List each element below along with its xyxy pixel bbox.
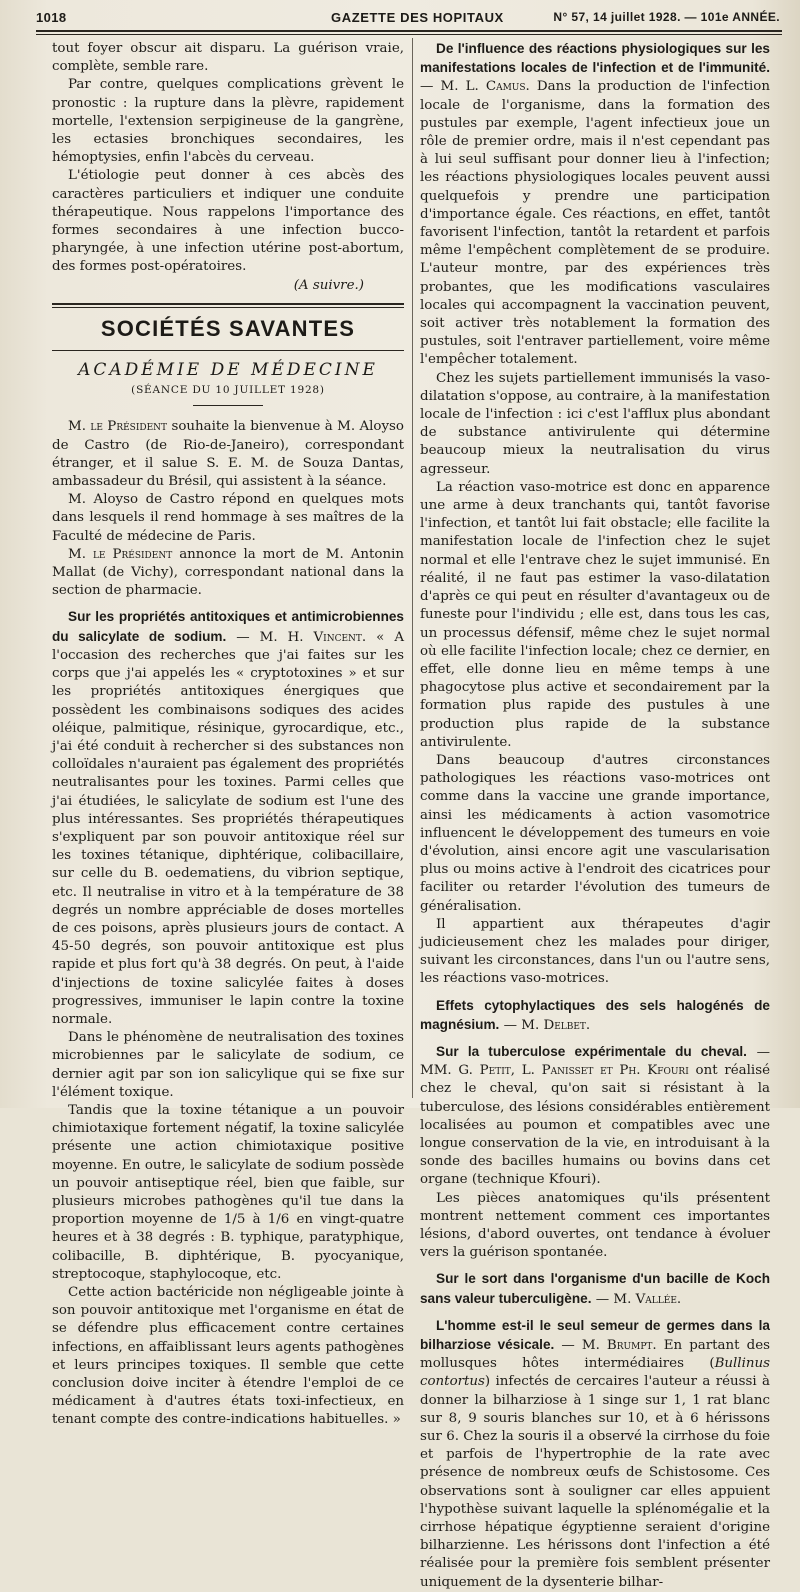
section-rule [52,303,404,305]
paragraph-text: « A l'occasion des recherches que j'ai faites sur les corps que j'ai appelés les « cryptotoxines » et sur les propriétés antitoxiques énergiques que possèdent les combinaisons sodiques des acides oléique, palmitique, résinique, gyrocardique, etc., j'ai été conduit à rechercher si des substances non colloïdales n'auraient pas également des propriétés neutralisantes pour les toxines. Parmi celles que j'ai étudiées, le salicylate de sodium est l'une des plus intéressantes. Ses propriétés thérapeutiques s'expliquent par son pouvoir antitoxique réel sur les toxines tétanique, diphtérique, colibacillaire, sur celle du B. oedematiens, du vibrion septique, etc. Il neutralise in vitro et à la température de 38 degrés un nombre appréciable de doses mortelles de ces poisons, après plusieurs jours de contact. A 45-50 degrés, son pouvoir antitoxique est plus rapide et plus fort qu'à 38 degrés. On peut, à l'aide d'injections de toxine salicylée faites à doses progressives, immuniser le lapin contre la toxine normale. [52,629,404,1027]
paragraph: La réaction vaso-motrice est donc en apparence une arme à deux tranchants qui, tantôt favorise l'infection, et tantôt lui fait obstacle; elle facilite la manifestation locale de l'infection chez le sujet normal et elle l'entrave chez le sujet immunisé. En réalité, il ne faut pas estimer la vaso-dilatation d'après ce qui peut en résulter d'avantageux ou de funeste pour l'individu ; elle est, dans tous les cas, un processus défensif, même chez le sujet normal où elle facilite l'infection locale; chez ce dernier, en effet, elle donne lieu en même temps à une phagocytose plus active et secondairement par la formation plus rapide des pustules à une production plus rapide de la substance antivirulente. [420,479,770,750]
paragraph [420,997,770,1035]
spacer [420,1262,770,1270]
paragraph-text: ) infectés de cercaires l'auteur a réussi à donner la bilharziose à 1 singe sur 1, 1 rat blanc sur 8, 9 souris blanches sur 10, et à 6 hérissons sur 6. Chez la souris il a observé la cirrhose du foie et parfois de l'hypertrophie de la rate avec présence de nombreux œufs de Schistosome. Ces observations sont à souligner car elles appuient l'hypothèse suivant laquelle la splénomégalie et la cirrhose hépatique égyptienne seraient d'origine bilharzienne. Les hérissons dont l'infection a été réalisée pour la première fois semblent présenter uniquement de la dysenterie bilhar- [420,1374,770,1590]
author: — M. Vallée. [591,1291,682,1307]
author: — M. H. Vincent. [226,629,367,645]
paragraph [52,418,404,491]
communication-title: L'homme est-il le seul semeur de germes dans la bilharziose vésicale. [420,1317,770,1353]
paragraph: Les pièces anatomiques qu'ils présentent montrent nettement comment ces importantes lésions, d'abord ouvertes, ont tendance à évoluer vers la guérison spontanée. [420,1190,770,1261]
paragraph [420,1317,770,1592]
paragraph: Chez les sujets partiellement immunisés la vaso-dilatation s'oppose, au contraire, à la manifestation locale de l'infection : ici c'est l'afflux plus abondant de substance antivirulente qui détermine beaucoup mieux la neutralisation du virus agresseur. [420,370,770,477]
speaker: M. le Président [68,546,173,562]
paragraph: Cette action bactéricide non négligeable jointe à son pouvoir antitoxique met l'organisme en état de se défendre plus efficacement contre certaines infections, en affaiblissant leurs agents pathogènes et leurs principes toxiques. Il semble que cette conclusion doive inciter à étendre l'emploi de ce médicament à d'autres états toxi-infectieux, en tenant compte des contre-indications habituelles. » [52,1285,404,1428]
paragraph-text: ont réalisé chez le cheval, qu'on sait si résistant à la tuberculose, des lésions considérables entièrement localisées au poumon et compatibles avec une longue conservation de la vie, en introduisant à la sonde des bacilles humains ou bovins dans cet organe (technique Kfouri). [420,1063,770,1188]
spacer [420,1035,770,1043]
section-rule-thin [52,307,404,308]
communication-title: Sur le sort dans l'organisme d'un bacille de Koch sans valeur tuberculigène. [420,1271,770,1306]
speaker: M. le Président [68,419,168,435]
paragraph: L'étiologie peut donner à ces abcès des caractères particuliers et indiquer une conduite thérapeutique. Nous rappelons l'importance des formes secondaires à une infection bucco-pharyngée, à une infection utérine post-abortum, des formes post-opératoires. [52,168,404,275]
paragraph [52,546,404,601]
left-column [52,40,404,1430]
paragraph: Par contre, quelques complications grèvent le pronostic : la rupture dans la plèvre, rapidement mortelle, l'extension serpigineuse de la gangrène, les ectasies bronchiques secondaires, les hémoptysies, enfin l'abcès du cerveau. [52,77,404,166]
spacer [420,1309,770,1317]
small-rule [193,405,263,406]
paragraph: Tandis que la toxine tétanique a un pouvoir chimiotaxique fortement négatif, la toxine salicylée présente une action chimiotaxique positive moyenne. En outre, le salicylate de sodium possède un pouvoir antiseptique réel, bien que faible, sur plusieurs microbes pathogènes qu'il tue dans la proportion moyenne de 1/5 à 1/6 en vingt-quatre heures et à 38 degrés : B. typhique, paratyphique, colibacille, B. diphtérique, B. pyocyanique, streptocoque, staphylocoque, etc. [52,1102,404,1282]
author: — MM. G. Petit, L. Panisset et Ph. Kfouri [420,1044,770,1079]
paragraph: Dans le phénomène de neutralisation des toxines microbiennes par le salicylate de sodium, ce dernier agit par son ion salicylique qui se fixe sur l'élément toxique. [52,1030,404,1100]
right-column [420,40,770,1592]
page-number: 1018 [36,10,67,25]
academy-heading: ACADÉMIE DE MÉDECINE [78,360,378,381]
spacer [52,600,404,608]
section-rule-bottom [52,350,404,351]
paragraph-text: souhaite la bienvenue à M. Aloyso de Castro (de Rio-de-Janeiro), correspondant étranger, et il salue S. E. M. de Souza Dantas, ambassadeur du Brésil, qui assistent à la séance. [52,419,404,490]
paragraph: M. Aloyso de Castro répond en quelques mots dans lesquels il rend hommage à ses maîtres de la Faculté de médecine de Paris. [52,492,404,544]
species-name: Bullinus contortus [420,1356,770,1390]
paragraph: Il appartient aux thérapeutes d'agir judicieusement chez les malades pour diriger, suivant les circonstances, dans l'un ou l'autre sens, les réactions vaso-motrices. [420,916,770,987]
column-divider [412,38,413,1098]
session-date: (SÉANCE DU 10 JUILLET 1928) [131,384,325,397]
communication-title: Effets cytophylactiques des sels halogénés de magnésium. [420,997,770,1032]
paragraph-text: Dans la production de l'infection locale de l'organisme, dans la formation des pustules par exemple, l'agent infectieux joue un rôle de premier ordre, mais il n'est cependant pas à lui seul suffisant pour donner lieu à l'infection; les réactions physiologiques locales peuvent aussi quelquefois y prendre une participation d'importance égale. Ces réactions, en effet, tantôt favorisent l'infection, tantôt la retardent et parfois même l'empêchent complètement de se produire. L'auteur montre, par des expériences très probantes, que les modifications vasculaires locales qui accompagnent la vaccination peuvent, soit activer très notablement la formation des pustules, soit l'entraver partiellement, voire même l'empêcher totalement. [420,79,770,368]
author: — M. Brumpt. [554,1338,657,1354]
to-be-continued: (A suivre.) [293,277,364,293]
issue-info: N° 57, 14 juillet 1928. — 101e ANNÉE. [553,10,780,24]
paragraph [420,1043,770,1190]
journal-title: GAZETTE DES HOPITAUX [331,10,504,25]
author: — M. L. Camus. [420,79,530,95]
paragraph-text: En partant des mollusques hôtes intermédiaires ( [420,1338,770,1372]
paragraph [420,40,770,370]
author: — M. Delbet. [499,1017,591,1033]
paragraph [52,608,404,1029]
communication-title: De l'influence des réactions physiologiques sur les manifestations locales de l'infection et de l'immunité. [420,41,770,76]
header-rule [36,30,782,32]
page-header [36,6,782,28]
paragraph [420,1270,770,1308]
header-rule-thin [36,34,782,35]
section-title: SOCIÉTÉS SAVANTES [100,315,356,341]
spacer [420,989,770,997]
communication-title: Sur les propriétés antitoxiques et antimicrobiennes du salicylate de sodium. [52,609,404,644]
communication-title: Sur la tuberculose expérimentale du cheval. [436,1043,747,1059]
paragraph: tout foyer obscur ait disparu. La guérison vraie, complète, semble rare. [52,41,404,75]
paragraph-text: annonce la mort de M. Antonin Mallat (de Vichy), correspondant national dans la section de pharmacie. [52,546,404,599]
paragraph: Dans beaucoup d'autres circonstances pathologiques les réactions vaso-motrices ont comme dans la vaccine une grande importance, ainsi les médicaments à action vasomotrice influencent le développement des tumeurs en voie d'évolution, ainsi encore agit une vascularisation plus ou moins active à l'endroit des cicatrices pour faciliter ou retarder l'évolution des tumeurs de généralisation. [420,752,770,914]
